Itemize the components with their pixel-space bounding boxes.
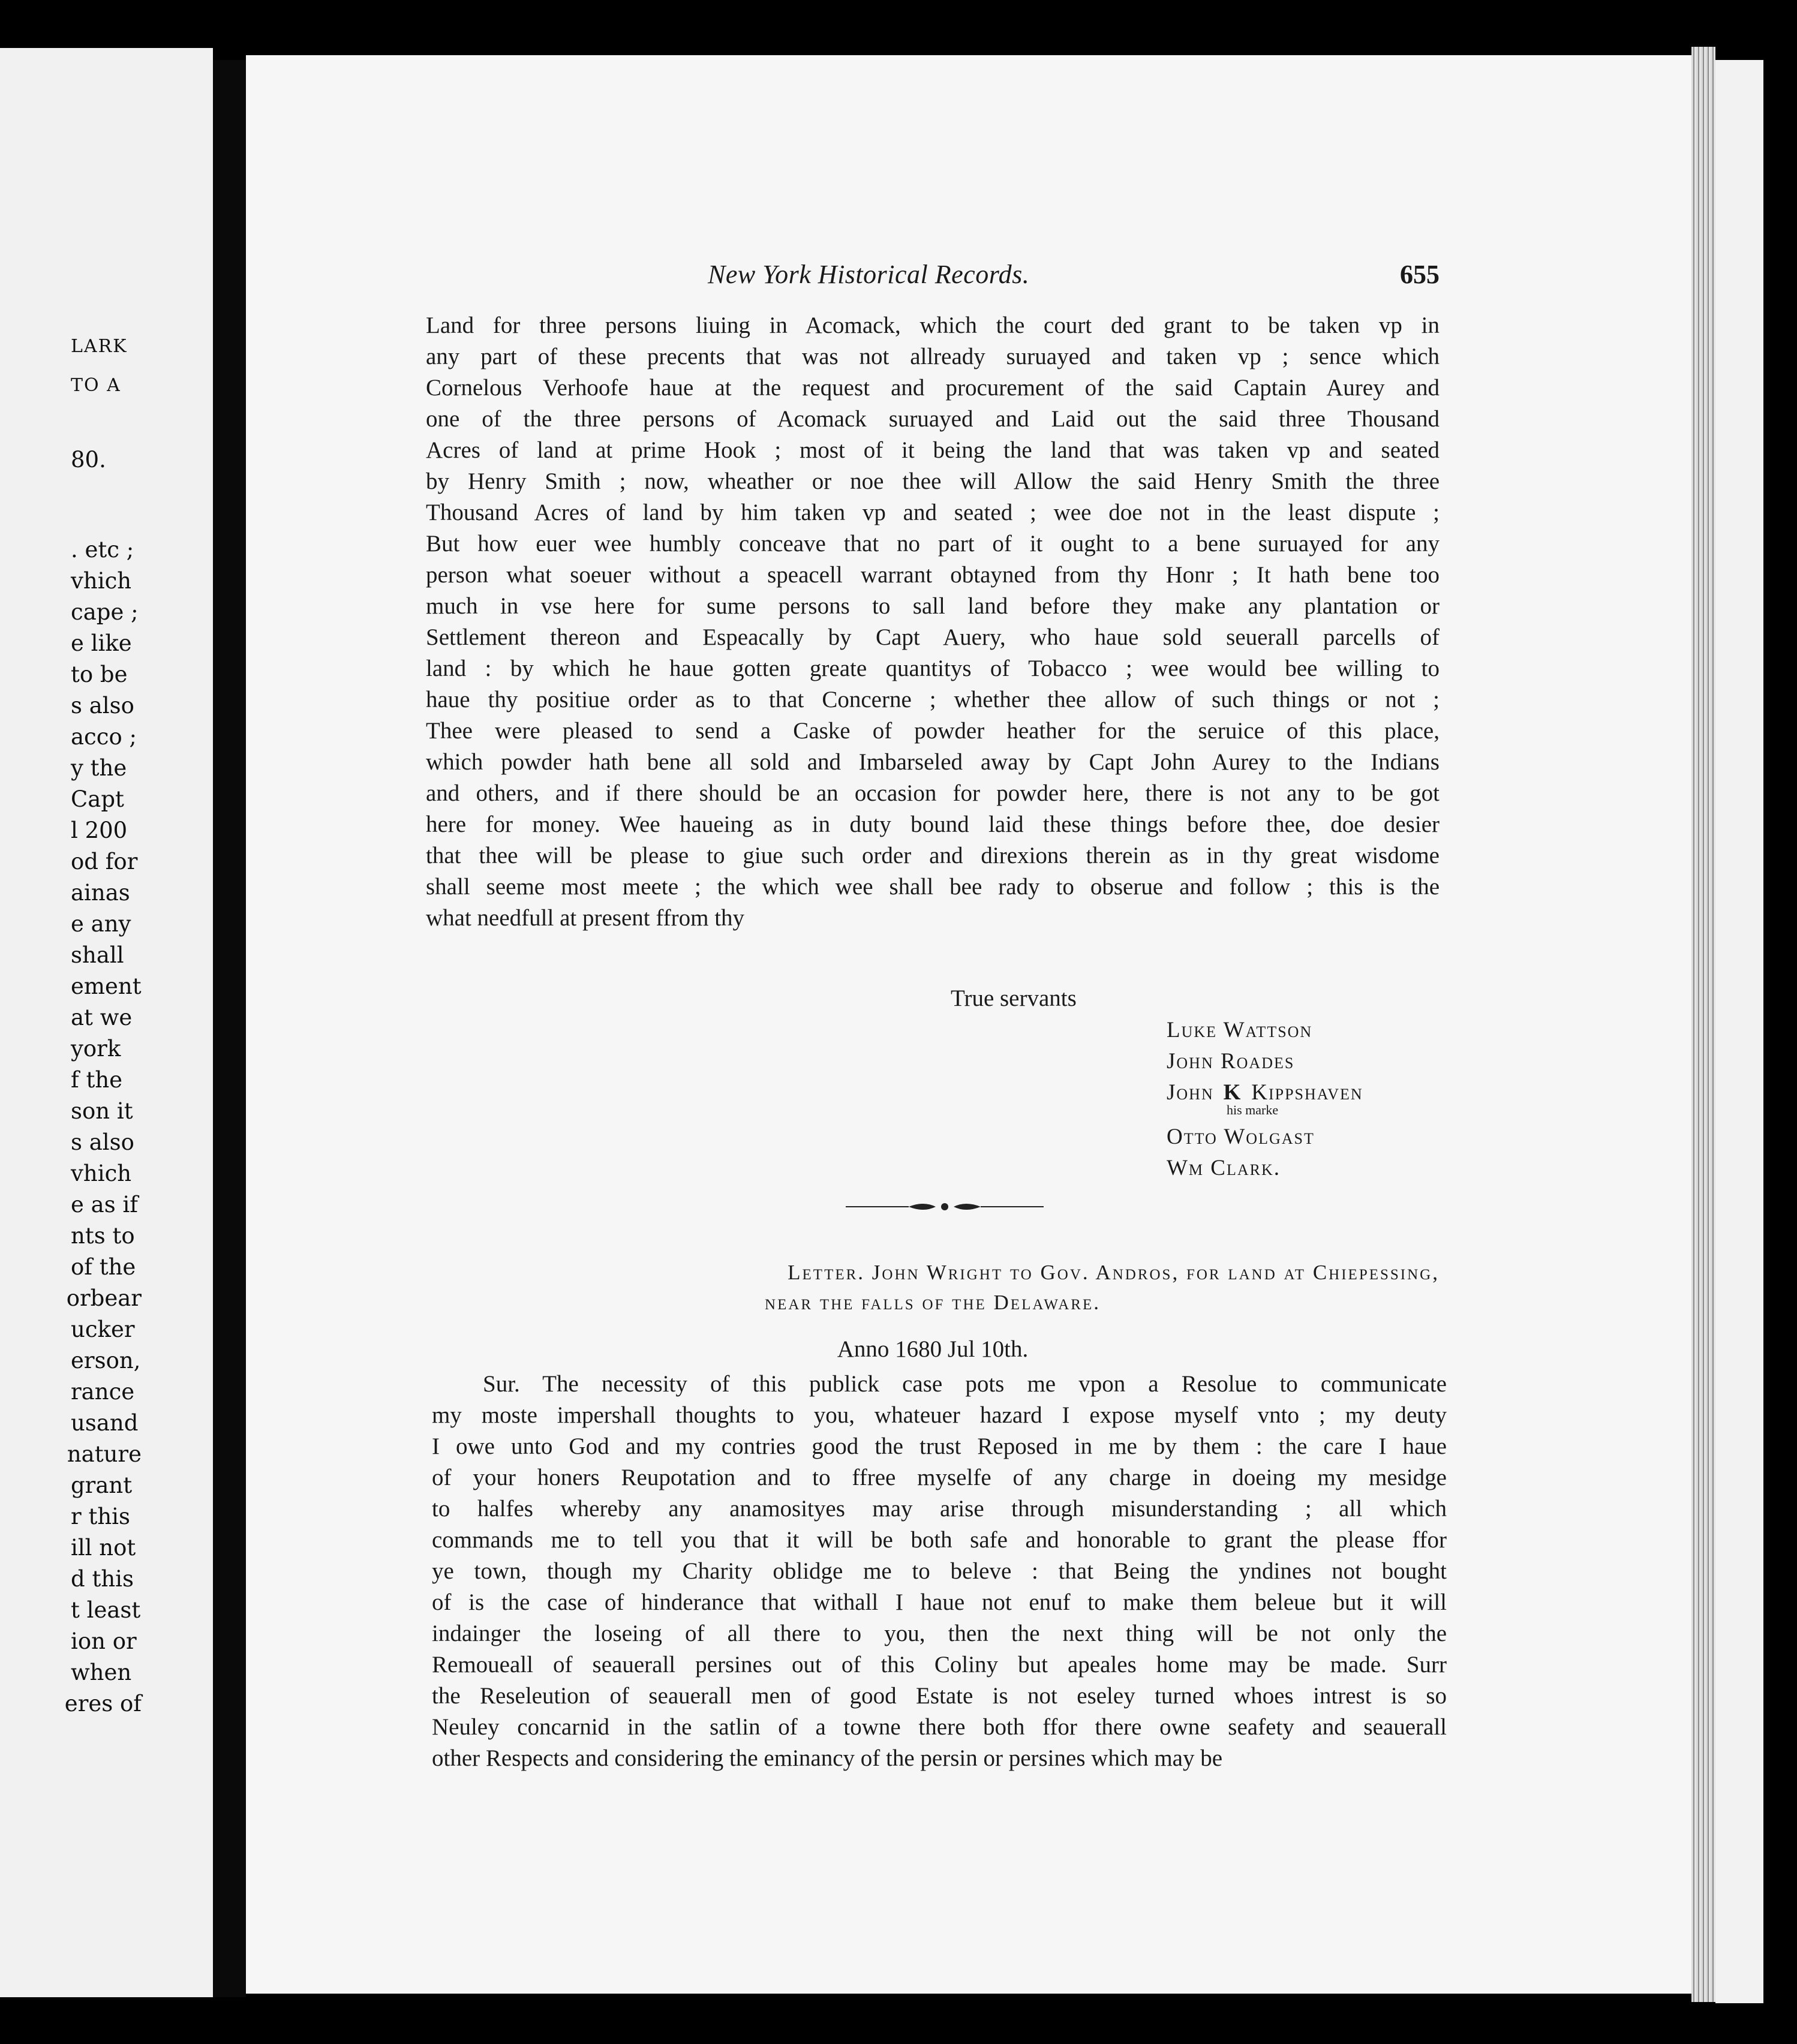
text-line: my moste impershall thoughts to you, whateuer hazard I expose myself vnto ; my deuty	[432, 1402, 1447, 1428]
left-page-fragment: e any	[71, 911, 131, 937]
text-line: the Reseleution of seauerall men of good Estate is not eseley turned whoes intrest is so	[432, 1683, 1447, 1709]
back-board	[1715, 60, 1763, 2003]
left-page-fragment: cape ;	[71, 599, 139, 625]
closing-salutation: True servants	[951, 985, 1077, 1011]
left-page-fragment: ucker	[71, 1316, 135, 1342]
left-page-fragment: od for	[71, 849, 138, 874]
left-page-fragment: at we	[71, 1005, 133, 1030]
letter-heading	[426, 1258, 1440, 1318]
text-line: of is the case of hinderance that withall I haue not enuf to make them beleue but it will	[432, 1589, 1447, 1615]
text-line: one of the three persons of Acomack suruayed and Laid out the said three Thousand	[426, 406, 1440, 432]
text-line: much in vse here for sume persons to sall land before they make any plantation or	[426, 593, 1440, 619]
left-page-fragment: e as if	[71, 1192, 138, 1218]
text-line: shall seeme most meete ; the which wee shall bee rady to obserue and follow ; this is the	[426, 874, 1440, 900]
left-facing-page	[0, 48, 213, 1997]
left-page-fragment: TO A	[71, 375, 121, 396]
text-line: land : by which he haue gotten greate quantitys of Tobacco ; wee would bee willing to	[426, 656, 1440, 681]
text-line: any part of these precents that was not allready suruayed and taken vp ; sence which	[426, 344, 1440, 369]
text-line: Acres of land at prime Hook ; most of it being the land that was taken vp and seated	[426, 437, 1440, 463]
left-page-fragment: usand	[71, 1410, 139, 1436]
left-page-fragment: to be	[71, 662, 128, 687]
letter-date: Anno 1680 Jul 10th.	[837, 1336, 1029, 1362]
letter-heading-line-2: near the falls of the Delaware.	[765, 1291, 1101, 1314]
page-edges	[1691, 47, 1715, 2002]
book-gutter	[213, 60, 246, 1997]
left-page-fragment: shall	[71, 942, 124, 968]
left-page-fragment: acco ;	[71, 724, 137, 750]
text-line: haue thy positiue order as to that Concerne ; whether thee allow of such things or not ;	[426, 687, 1440, 713]
left-page-text-fragments	[0, 48, 213, 1997]
left-page-fragment: e like	[71, 630, 132, 656]
text-line: and others, and if there should be an occasion for powder here, there is not any to be got	[426, 780, 1440, 806]
left-page-fragment: . etc ;	[71, 537, 134, 563]
left-page-fragment: nature	[67, 1441, 142, 1467]
left-page-fragment: d this	[71, 1566, 134, 1592]
signature-john-roades: John Roades	[1167, 1049, 1295, 1074]
left-page-fragment: Capt	[71, 786, 124, 812]
his-marke-note: his marke	[1227, 1102, 1279, 1117]
text-line: I owe unto God and my contries good the trust Reposed in me by them : the care I haue	[432, 1433, 1447, 1459]
signature-luke-wattson: Luke Wattson	[1167, 1018, 1313, 1042]
text-line: Thousand Acres of land by him taken vp and seated ; wee doe not in the least dispute ;	[426, 500, 1440, 525]
letter-heading-line-1: Letter. John Wright to Gov. Andros, for land at Chiepessing,	[788, 1261, 1440, 1284]
text-line: But how euer wee humbly conceave that no part of it ought to a bene suruayed for any	[426, 531, 1440, 557]
left-page-fragment: erson,	[71, 1348, 141, 1373]
signature-john-kippshaven	[1167, 1077, 1467, 1108]
signature-otto-wolgast: Otto Wolgast	[1167, 1125, 1315, 1149]
paragraph-2	[432, 1369, 1447, 1774]
left-page-fragment: eres of	[64, 1691, 142, 1717]
left-page-fragment: nts to	[71, 1223, 135, 1249]
left-page-fragment: s also	[71, 1129, 134, 1155]
text-line: person what soeuer without a speacell warrant obtayned from thy Honr ; It hath bene too	[426, 562, 1440, 588]
text-line: what needfull at present ffrom thy	[426, 905, 745, 931]
left-page-fragment: 80.	[71, 447, 106, 473]
left-page-fragment: f the	[71, 1067, 123, 1093]
text-line: Thee were pleased to send a Caske of powder heather for the seruice of this place,	[426, 718, 1440, 744]
text-line: commands me to tell you that it will be both safe and honorable to grant the please ffor	[432, 1527, 1447, 1553]
left-page-fragment: when	[71, 1660, 132, 1685]
text-line: Remoueall of seauerall persines out of this Coliny but apeales home may be made. Surr	[432, 1652, 1447, 1678]
left-page-fragment: ill not	[71, 1535, 136, 1561]
left-page-fragment: r this	[71, 1504, 130, 1529]
page-number: 655	[1400, 260, 1440, 289]
text-line: to halfes whereby any anamosityes may arise through misunderstanding ; all which	[432, 1496, 1447, 1522]
left-page-fragment: ement	[71, 973, 142, 999]
signature-block	[1167, 1015, 1467, 1184]
running-head	[426, 259, 1440, 295]
signature-wm-clark: Wm Clark.	[1167, 1156, 1281, 1180]
text-line: Neuley concarnid in the satlin of a towne there both ffor there owne seafety and seauerall	[432, 1714, 1447, 1740]
running-title: New York Historical Records.	[708, 260, 1030, 289]
text-line: which powder hath bene all sold and Imbarseled away by Capt John Aurey to the Indians	[426, 749, 1440, 775]
section-divider-ornament	[846, 1198, 1044, 1216]
left-page-fragment: grant	[71, 1472, 133, 1498]
left-page-fragment: ion or	[71, 1628, 137, 1654]
text-line: by Henry Smith ; now, wheather or noe thee will Allow the said Henry Smith the three	[426, 468, 1440, 494]
text-line: Sur. The necessity of this publick case pots me vpon a Resolue to communicate	[483, 1371, 1447, 1397]
left-page-fragment: s also	[71, 693, 134, 719]
text-line: indainger the loseing of all there to you, then the next thing will be not only the	[432, 1621, 1447, 1646]
left-page-fragment: ainas	[71, 880, 130, 906]
left-page-fragment: son it	[71, 1098, 133, 1124]
text-line: Settlement thereon and Espeacally by Capt Auery, who haue sold seuerall parcells of	[426, 624, 1440, 650]
left-page-fragment: LARK	[71, 336, 128, 357]
left-page-fragment: vhich	[71, 1161, 132, 1186]
left-page-fragment: of the	[71, 1254, 136, 1280]
left-page-fragment: rance	[71, 1379, 135, 1405]
left-page-fragment: l 200	[71, 817, 128, 843]
left-page-fragment: y the	[71, 755, 127, 781]
mark-glyph: K	[1223, 1080, 1242, 1105]
left-page-fragment: t least	[71, 1597, 141, 1623]
left-page-fragment: vhich	[71, 568, 132, 594]
text-line: Land for three persons liuing in Acomack, which the court ded grant to be taken vp in	[426, 312, 1440, 338]
signature-john-last: Kippshaven	[1251, 1080, 1363, 1105]
text-line: Cornelous Verhoofe haue at the request and procurement of the said Captain Aurey and	[426, 375, 1440, 401]
signature-john-first: John	[1167, 1080, 1214, 1105]
left-page-fragment: york	[71, 1036, 121, 1062]
text-line: ye town, though my Charity oblidge me to beleve : that Being the yndines not bought	[432, 1558, 1447, 1584]
paragraph-1	[426, 310, 1440, 934]
left-page-fragment: orbear	[66, 1285, 142, 1311]
text-line: other Respects and considering the eminancy of the persin or persines which may be	[432, 1745, 1223, 1771]
text-line: here for money. Wee haueing as in duty bound laid these things before thee, doe desier	[426, 811, 1440, 837]
main-page	[246, 55, 1703, 1994]
text-line: of your honers Reupotation and to ffree myselfe of any charge in doeing my mesidge	[432, 1465, 1447, 1490]
text-line: that thee will be please to giue such order and direxions therein as in thy great wisdome	[426, 843, 1440, 868]
